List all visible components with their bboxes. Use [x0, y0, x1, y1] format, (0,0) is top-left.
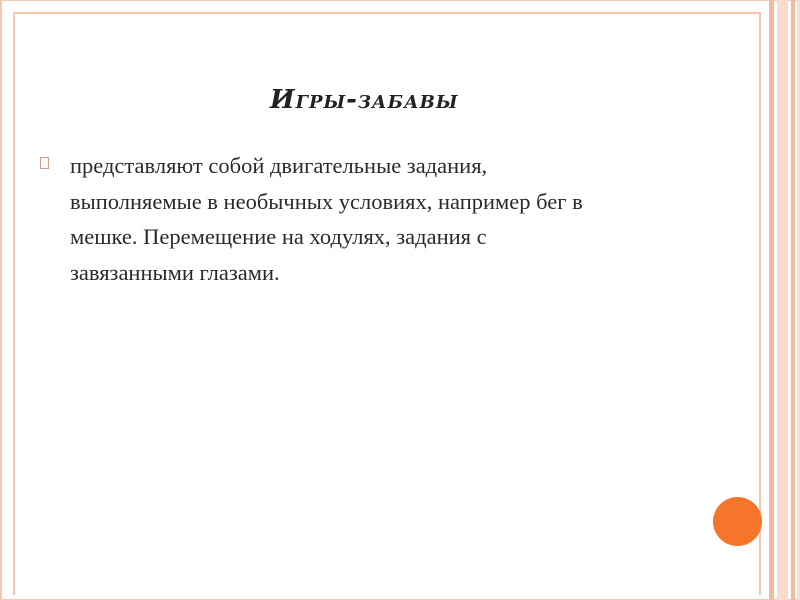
square-bullet-icon — [40, 157, 49, 169]
right-decor-bar — [769, 0, 774, 600]
right-decor-bar — [791, 0, 795, 600]
right-decor-bar — [777, 0, 788, 600]
slide-title: Игры-забавы — [270, 85, 459, 115]
orange-circle-icon — [713, 497, 762, 546]
bullet-text: представляют собой двигательные задания, выполняемые в необычных условиях, например бег в мешке. Перемещение на ходулях, задания с завязанными глазами. — [70, 153, 583, 285]
